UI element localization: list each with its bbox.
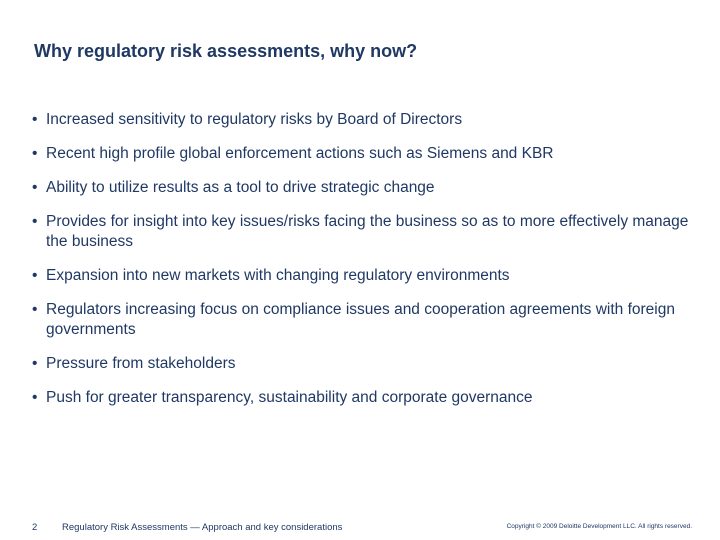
bullet-text: Increased sensitivity to regulatory risks by Board of Directors [46,111,463,128]
page-number: 2 [32,522,38,533]
bullet-dot: • [32,145,38,162]
copyright-notice: Copyright © 2009 Deloitte Development LLC. All rights reserved. [506,523,692,530]
bullet-text: Regulators increasing focus on compliance issues and cooperation agreements with foreign governments [46,301,675,338]
bullet-item [32,178,692,198]
slide-title: Why regulatory risk assessments, why now? [34,41,418,61]
bullet-item [32,388,692,408]
bullet-text: Expansion into new markets with changing regulatory environments [46,267,510,284]
bullet-item [32,212,692,252]
footer [0,520,720,536]
bullet-text: Provides for insight into key issues/risks facing the business so as to more effectively manage the business [46,213,689,250]
bullet-dot: • [32,389,38,406]
bullet-text: Ability to utilize results as a tool to drive strategic change [46,179,435,196]
bullet-dot: • [32,301,38,318]
bullet-dot: • [32,111,38,128]
bullet-item [32,354,692,374]
bullet-item [32,110,692,130]
bullet-text: Recent high profile global enforcement actions such as Siemens and KBR [46,145,554,162]
bullet-dot: • [32,355,38,372]
bullet-text: Pressure from stakeholders [46,355,236,372]
bullet-item [32,144,692,164]
footer-title: Regulatory Risk Assessments — Approach and key considerations [62,522,343,533]
bullet-item [32,266,692,286]
bullet-item [32,300,692,340]
bullet-dot: • [32,179,38,196]
bullet-list [32,110,692,422]
bullet-dot: • [32,267,38,284]
bullet-dot: • [32,213,38,230]
bullet-text: Push for greater transparency, sustainability and corporate governance [46,389,533,406]
